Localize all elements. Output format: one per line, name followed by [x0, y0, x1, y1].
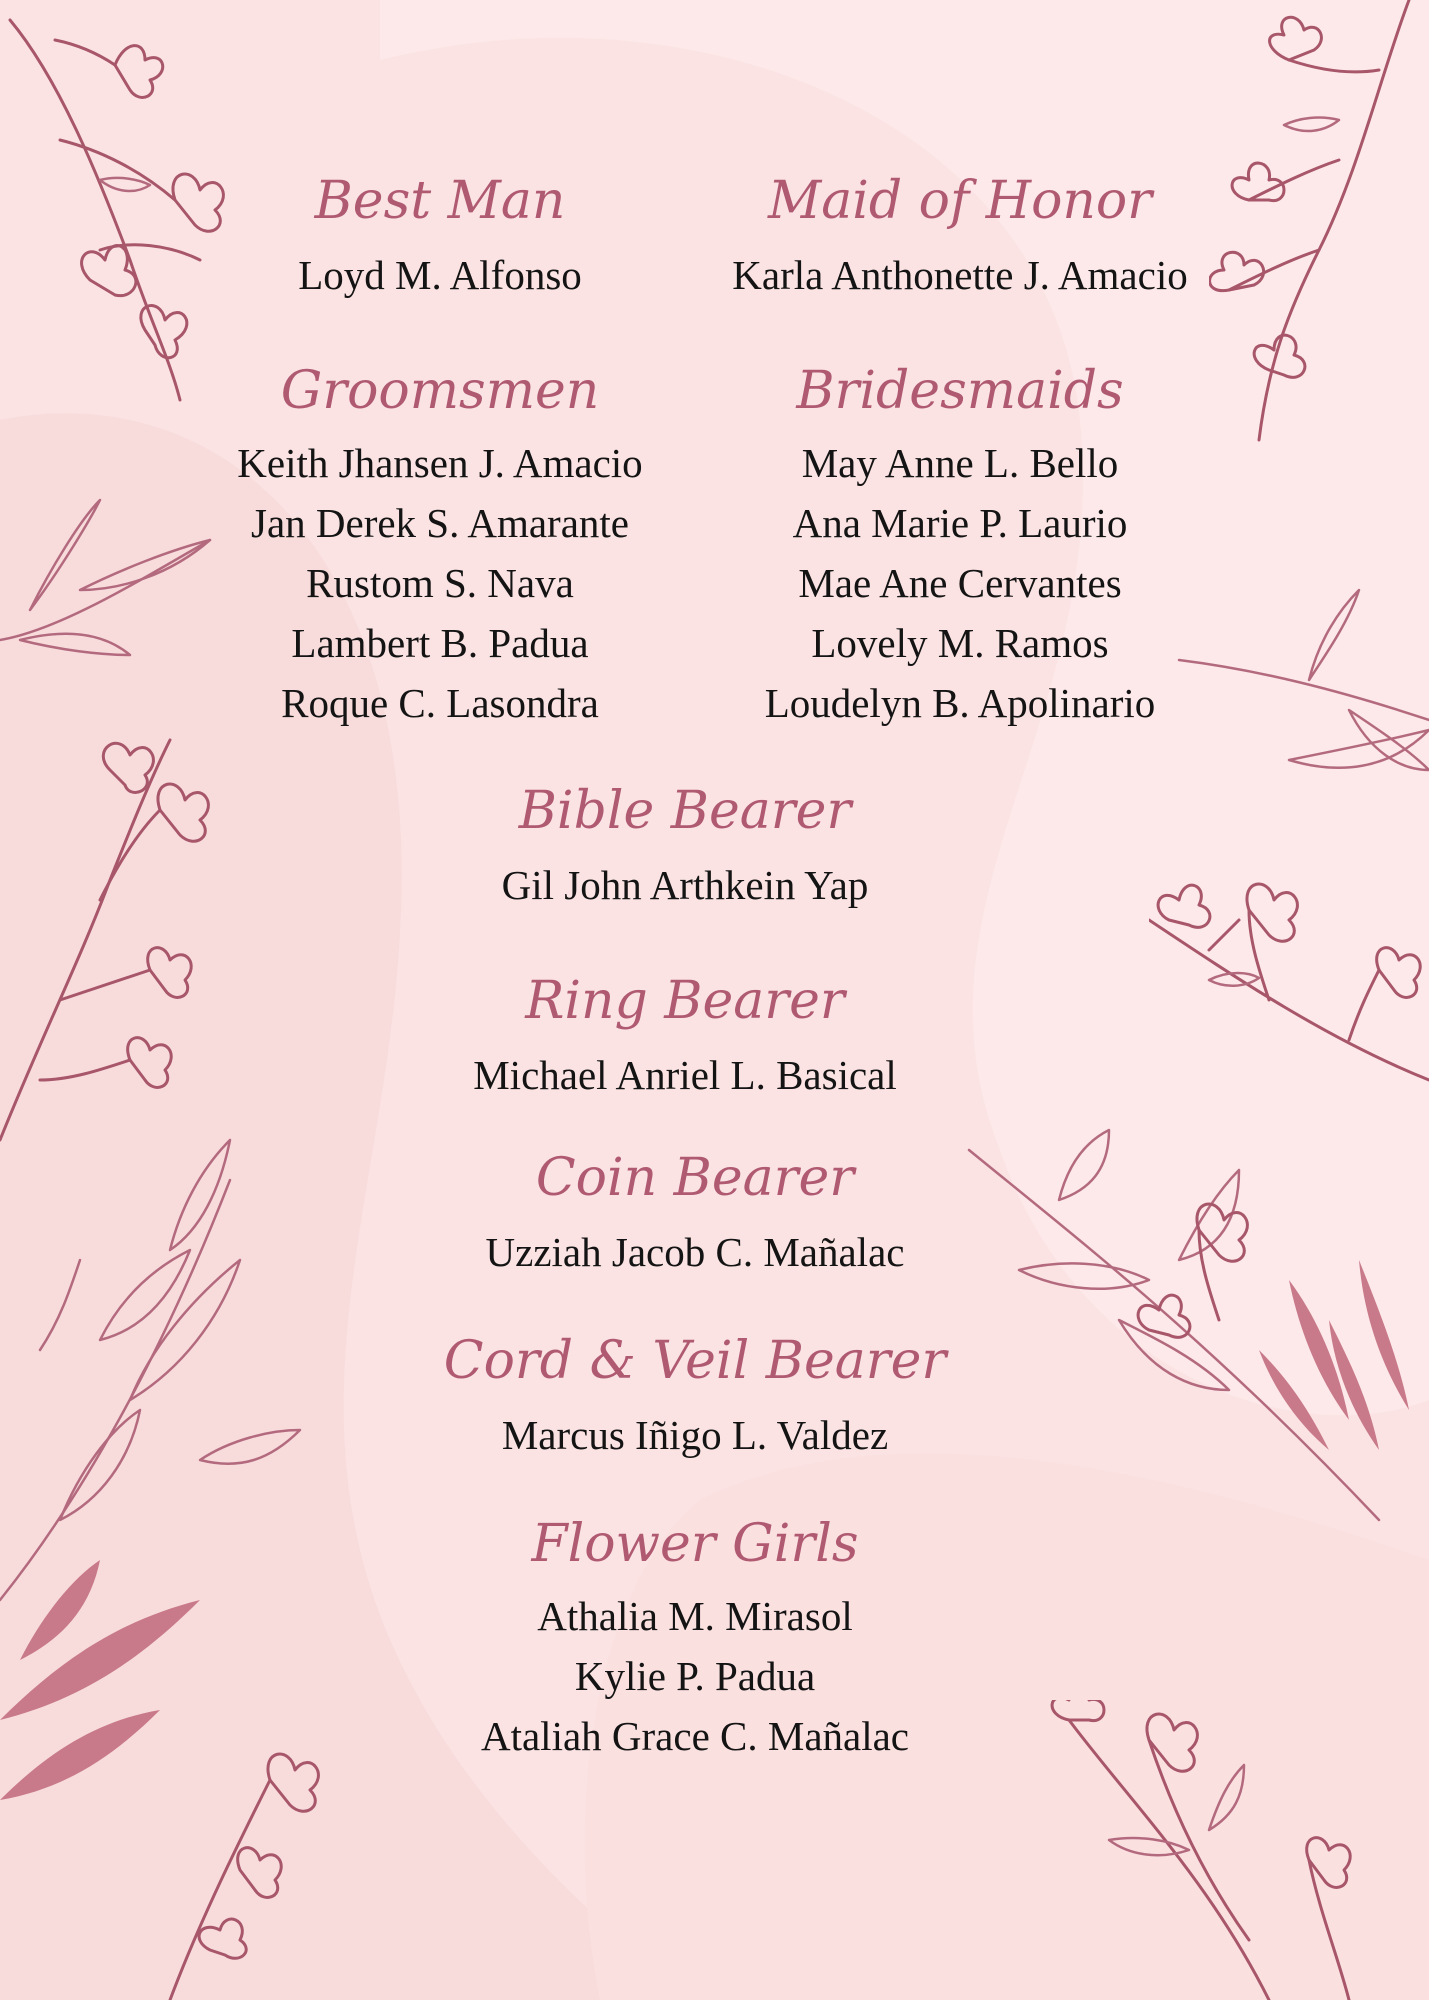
groomsman-name: Lambert B. Padua	[291, 620, 589, 666]
flower-girl-name: Athalia M. Mirasol	[537, 1593, 853, 1639]
flower-girl-name: Kylie P. Padua	[574, 1653, 816, 1699]
flower-girls-heading: Flower Girls	[531, 1514, 859, 1574]
groomsman-name: Rustom S. Nava	[306, 560, 574, 606]
bridesmaids-section	[720, 361, 1200, 733]
bridesmaids-heading: Bridesmaids	[796, 361, 1124, 421]
flower-girl-name: Ataliah Grace C. Mañalac	[480, 1713, 910, 1759]
flower-girls-section	[385, 1514, 1005, 1766]
groomsman-name: Jan Derek S. Amarante	[251, 500, 629, 546]
best-man-section	[240, 171, 640, 305]
groomsman-name: Roque C. Lasondra	[281, 680, 599, 726]
maid-of-honor-name: Karla Anthonette J. Amacio	[732, 252, 1188, 298]
floral-right-middle-decoration	[1169, 580, 1429, 900]
ring-bearer-section	[385, 971, 985, 1105]
maid-of-honor-heading: Maid of Honor	[767, 171, 1153, 231]
bible-bearer-name: Gil John Arthkein Yap	[501, 862, 869, 908]
floral-top-left-decoration	[0, 0, 240, 420]
bible-bearer-section	[385, 781, 985, 915]
ring-bearer-heading: Ring Bearer	[525, 971, 845, 1031]
bridesmaid-name: Mae Ane Cervantes	[798, 560, 1122, 606]
coin-bearer-heading: Coin Bearer	[535, 1148, 855, 1208]
floral-bottom-right-corner-decoration	[1009, 1700, 1429, 2000]
coin-bearer-name: Uzziah Jacob C. Mañalac	[485, 1229, 905, 1275]
cord-veil-bearer-section	[385, 1331, 1005, 1465]
floral-top-right-decoration	[1209, 0, 1429, 460]
best-man-heading: Best Man	[314, 171, 566, 231]
maid-of-honor-section	[700, 171, 1220, 305]
bridesmaid-name: Lovely M. Ramos	[811, 620, 1109, 666]
bridesmaid-name: May Anne L. Bello	[801, 440, 1119, 486]
groomsmen-section	[200, 361, 680, 733]
cord-veil-bearer-name: Marcus Iñigo L. Valdez	[501, 1412, 889, 1458]
floral-bottom-right-decoration	[959, 1120, 1429, 1540]
coin-bearer-section	[385, 1148, 1005, 1282]
groomsmen-heading: Groomsmen	[280, 361, 600, 421]
bridesmaid-name: Ana Marie P. Laurio	[792, 500, 1128, 546]
cord-veil-bearer-heading: Cord & Veil Bearer	[443, 1331, 947, 1391]
floral-bottom-left-decoration	[0, 1100, 330, 2000]
ring-bearer-name: Michael Anriel L. Basical	[473, 1052, 897, 1098]
groomsman-name: Keith Jhansen J. Amacio	[237, 440, 643, 486]
bridesmaid-name: Loudelyn B. Apolinario	[764, 680, 1156, 726]
floral-right-flower-decoration	[1149, 860, 1429, 1140]
best-man-name: Loyd M. Alfonso	[298, 252, 582, 298]
bible-bearer-heading: Bible Bearer	[518, 781, 852, 841]
